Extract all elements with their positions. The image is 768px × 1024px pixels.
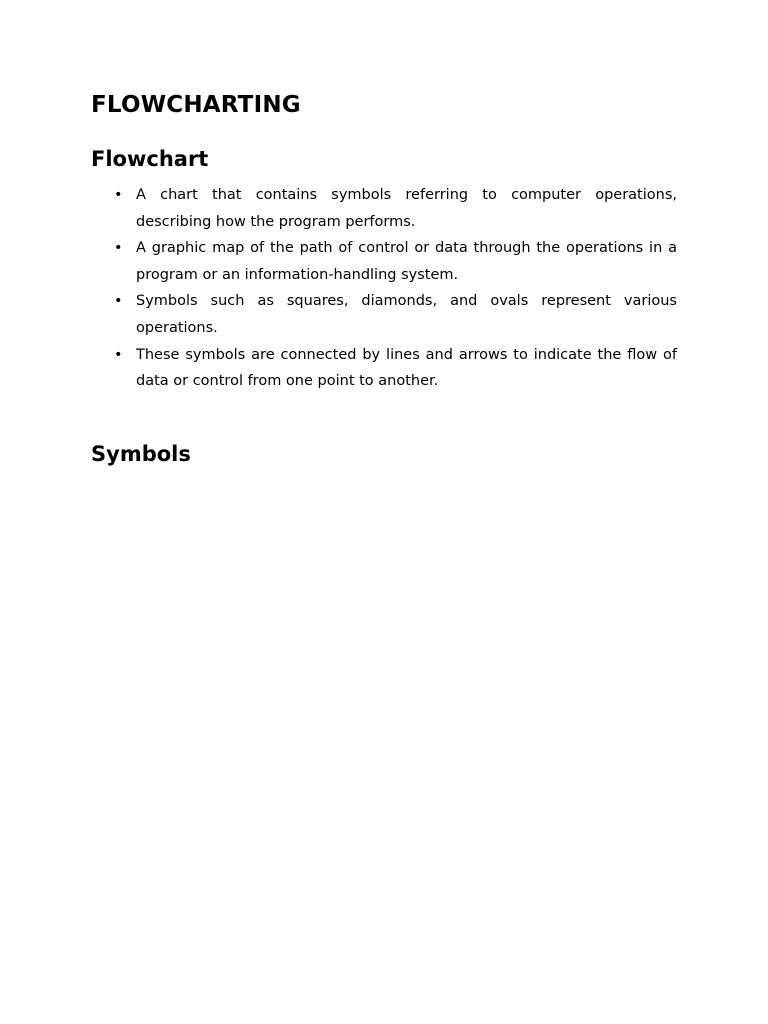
list-item xyxy=(91,342,677,395)
section-heading-symbols: Symbols xyxy=(91,441,191,466)
list-item xyxy=(91,235,677,288)
bullet-icon: • xyxy=(114,346,123,363)
list-item xyxy=(91,288,677,341)
bullet-icon: • xyxy=(114,240,123,257)
bullet-icon: • xyxy=(114,187,123,203)
document-title: FLOWCHARTING xyxy=(91,92,301,118)
flowchart-bullet-list xyxy=(91,182,677,395)
bullet-icon: • xyxy=(114,293,123,310)
list-item-text: A chart that contains symbols referring to computer operations, describing how the program performs. xyxy=(136,187,677,230)
list-item-text: Symbols such as squares, diamonds, and ovals represent various operations. xyxy=(136,293,677,336)
list-item-text: These symbols are connected by lines and arrows to indicate the flow of data or control from one point to another. xyxy=(136,346,677,390)
list-item-text: A graphic map of the path of control or data through the operations in a program or an information-handling system. xyxy=(136,240,677,283)
section-heading-flowchart: Flowchart xyxy=(91,147,209,171)
document-page xyxy=(91,88,677,469)
list-item xyxy=(91,182,677,235)
